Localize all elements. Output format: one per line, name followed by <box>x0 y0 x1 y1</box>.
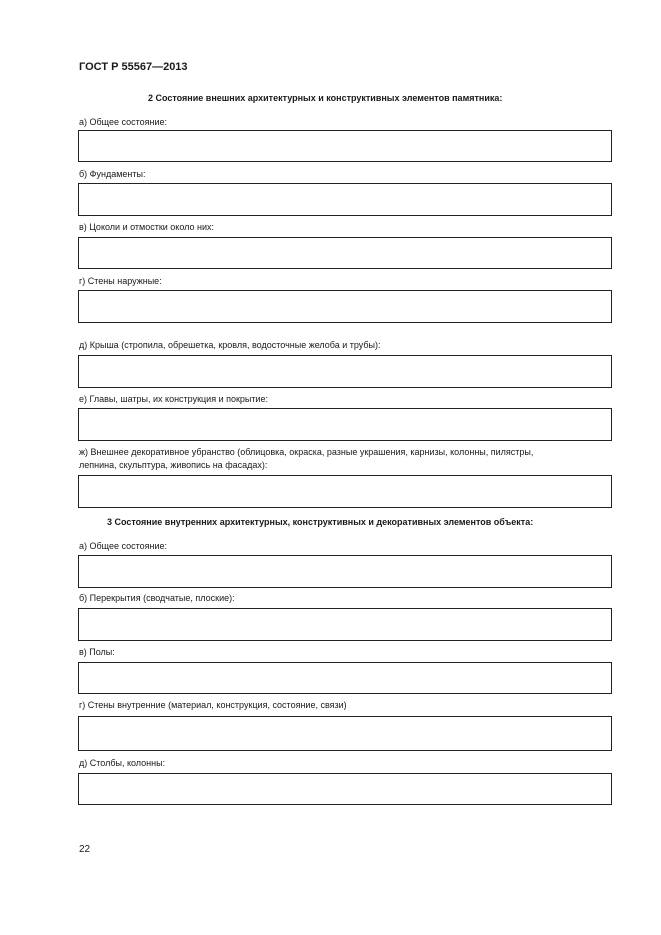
field-label-interior-general-state: а) Общее состояние: <box>79 541 167 551</box>
field-label-domes: е) Главы, шатры, их конструкция и покрытие: <box>79 394 269 404</box>
field-box-domes[interactable] <box>78 408 612 441</box>
field-label-plinths: в) Цоколи и отмостки около них: <box>79 222 215 232</box>
field-label-foundations: б) Фундаменты: <box>79 169 146 179</box>
field-box-interior-general-state[interactable] <box>78 555 612 588</box>
field-label-exterior-decoration-line1: ж) Внешнее декоративное убранство (облицовка, окраска, разные украшения, карнизы, колонны, пилястры, <box>79 447 534 457</box>
field-label-exterior-walls: г) Стены наружные: <box>79 276 162 286</box>
field-box-plinths[interactable] <box>78 237 612 269</box>
field-box-interior-walls[interactable] <box>78 716 612 751</box>
field-box-floors[interactable] <box>78 662 612 694</box>
field-label-ceilings: б) Перекрытия (сводчатые, плоские): <box>79 593 235 603</box>
field-box-general-state[interactable] <box>78 130 612 162</box>
field-box-foundations[interactable] <box>78 183 612 216</box>
field-label-floors: в) Полы: <box>79 647 115 657</box>
field-box-roof[interactable] <box>78 355 612 388</box>
page-number: 22 <box>79 844 91 855</box>
field-box-ceilings[interactable] <box>78 608 612 641</box>
field-label-interior-walls: г) Стены внутренние (материал, конструкция, состояние, связи) <box>79 700 347 710</box>
field-label-columns: д) Столбы, колонны: <box>79 758 166 768</box>
field-box-columns[interactable] <box>78 773 612 805</box>
section-3-title: 3 Состояние внутренних архитектурных, конструктивных и декоративных элементов объекта: <box>107 517 534 527</box>
section-2-title: 2 Состояние внешних архитектурных и конструктивных элементов памятника: <box>148 93 503 103</box>
document-code: ГОСТ Р 55567—2013 <box>79 61 188 73</box>
field-box-exterior-decoration[interactable] <box>78 475 612 508</box>
field-label-roof: д) Крыша (стропила, обрешетка, кровля, водосточные желоба и трубы): <box>79 340 381 350</box>
field-label-exterior-decoration-line2: лепнина, скульптура, живопись на фасадах): <box>79 460 268 470</box>
field-label-general-state: а) Общее состояние: <box>79 117 167 127</box>
field-box-exterior-walls[interactable] <box>78 290 612 323</box>
